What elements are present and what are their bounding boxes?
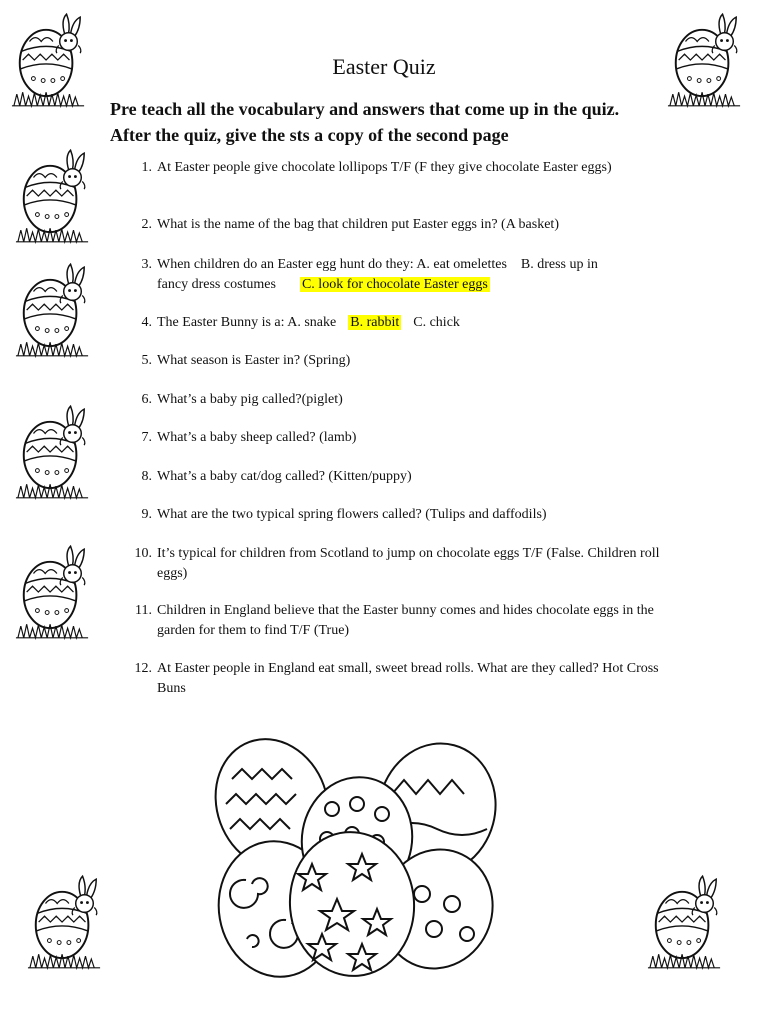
- highlighted-answer: C. look for chocolate Easter eggs: [301, 277, 488, 292]
- question-number: 2.: [141, 217, 152, 232]
- question-text: What’s a baby cat/dog called? (Kitten/puppy): [157, 469, 412, 484]
- intro-line: Pre teach all the vocabulary and answers that come up in the quiz.: [110, 99, 620, 119]
- bunny-egg-icon: [14, 148, 92, 246]
- question-number: 4.: [141, 315, 152, 330]
- question-text-line: fancy dress costumes: [157, 277, 276, 292]
- intro-line: After the quiz, give the sts a copy of the second page: [110, 125, 509, 145]
- bunny-egg-icon: [14, 544, 92, 642]
- quiz-question: [130, 601, 670, 641]
- question-text: What is the name of the bag that children put Easter eggs in? (A basket): [157, 217, 559, 232]
- quiz-question: [130, 313, 670, 333]
- bunny-egg-icon: [14, 262, 92, 360]
- quiz-question: [130, 544, 670, 584]
- question-text: [157, 313, 670, 333]
- question-text: At Easter people in England eat small, sweet bread rolls. What are they called? Hot Cross Buns: [157, 661, 659, 696]
- quiz-question: [130, 505, 670, 525]
- question-number: 7.: [141, 430, 152, 445]
- question-number: 1.: [141, 160, 152, 175]
- quiz-question: [130, 390, 670, 410]
- question-text: [157, 255, 670, 295]
- question-number: 6.: [141, 392, 152, 407]
- question-text-part: The Easter Bunny is a: A. snake: [157, 315, 337, 330]
- question-number: 9.: [141, 507, 152, 522]
- question-number: 5.: [141, 353, 152, 368]
- bunny-egg-icon: [646, 874, 724, 972]
- question-text-part: C. chick: [413, 315, 460, 330]
- question-text: Children in England believe that the Easter bunny comes and hides chocolate eggs in the garden for them to find T/F (True): [157, 603, 654, 638]
- quiz-question: [130, 351, 670, 371]
- question-text: What season is Easter in? (Spring): [157, 353, 351, 368]
- quiz-question: [130, 467, 670, 487]
- quiz-question: [130, 428, 670, 448]
- bunny-egg-icon: [14, 404, 92, 502]
- question-text: What’s a baby pig called?(piglet): [157, 392, 343, 407]
- question-text: What are the two typical spring flowers called? (Tulips and daffodils): [157, 507, 547, 522]
- question-text: At Easter people give chocolate lollipops T/F (F they give chocolate Easter eggs): [157, 160, 612, 175]
- question-number: 8.: [141, 469, 152, 484]
- question-text: What’s a baby sheep called? (lamb): [157, 430, 357, 445]
- quiz-question: [130, 255, 670, 295]
- question-text-line: When children do an Easter egg hunt do they: A. eat omelettes B. dress up in: [157, 257, 598, 272]
- question-text: It’s typical for children from Scotland to jump on chocolate eggs T/F (False. Children roll eggs): [157, 546, 660, 581]
- quiz-question: [130, 158, 670, 178]
- quiz-question: [130, 659, 670, 699]
- highlighted-answer: B. rabbit: [350, 315, 400, 330]
- question-number: 10.: [134, 546, 152, 561]
- question-number: 12.: [134, 661, 152, 676]
- quiz-question: [130, 215, 670, 235]
- page-title: Easter Quiz: [332, 54, 436, 79]
- question-number: 11.: [135, 603, 152, 618]
- easter-eggs-illustration: [212, 734, 502, 984]
- question-number: 3.: [141, 257, 152, 272]
- bunny-egg-icon: [26, 874, 104, 972]
